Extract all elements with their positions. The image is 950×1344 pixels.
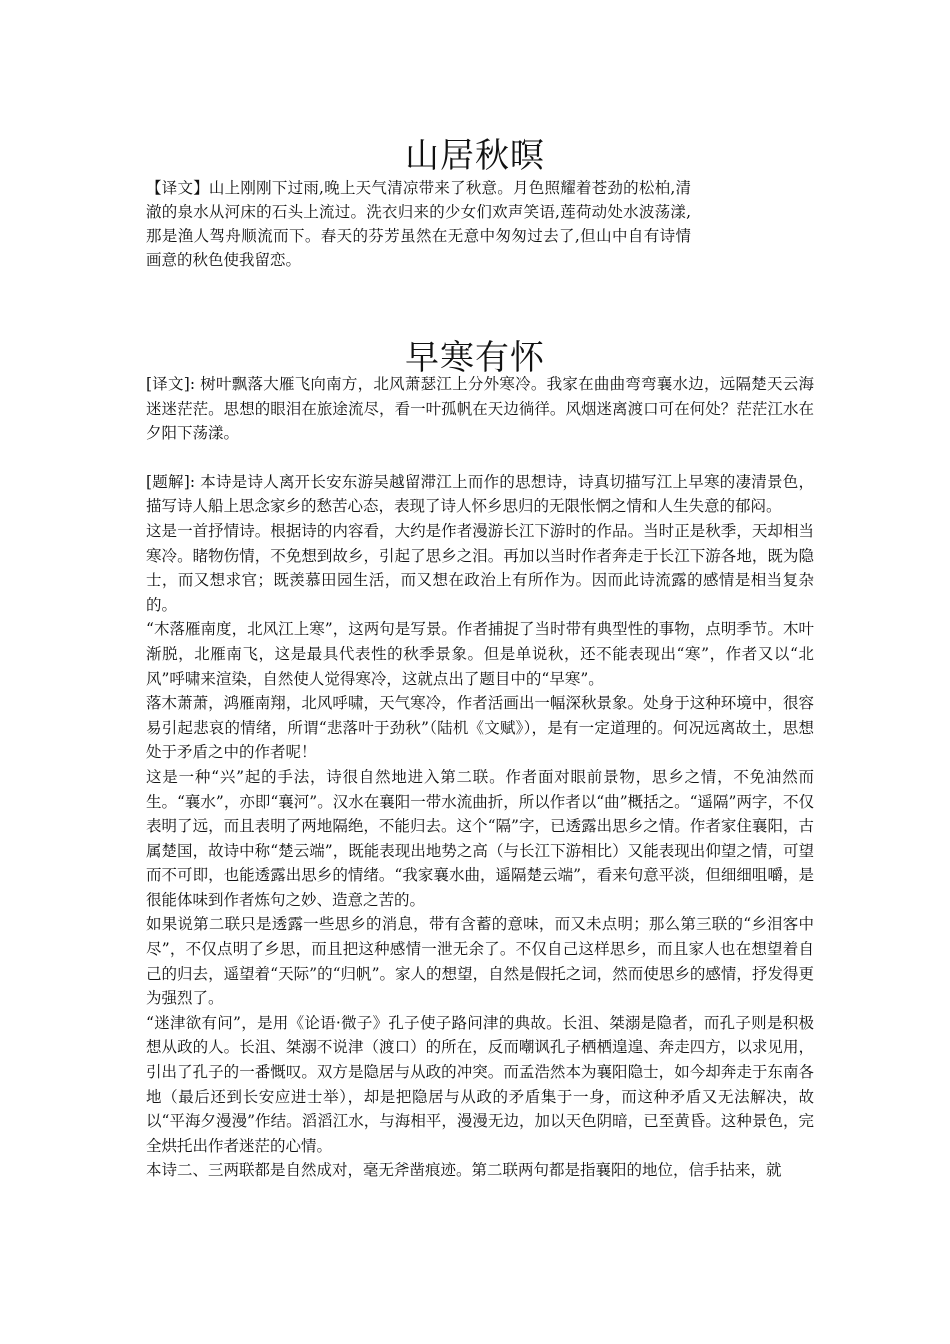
poem2-paragraph: 这是一种“兴”起的手法，诗很自然地进入第二联。作者面对眼前景物，思乡之情，不免油然而生。“襄水”，亦即“襄河”。汉水在襄阳一带水流曲折，所以作者以“曲”概括之。“遥隔”两字，不仅表明了远，而且表明了两地隔绝，不能归去。这个“隔”字，已透露出思乡之情。作者家住襄阳，古属楚国，故诗中称“楚云端”，既能表现出地势之高（与长江下游相比）又能表现出仰望之情，可望而不可即，也能透露出思乡的情绪。“我家襄水曲，遥隔楚云端”，看来句意平淡，但细细咀嚼，是很能体味到作者炼句之妙、造意之苦的。	[146, 767, 814, 909]
poem2-paragraph: 本诗二、三两联都是自然成对，毫无斧凿痕迹。第二联两句都是指襄阳的地位，信手拈来，就	[146, 1161, 782, 1180]
poem2-translation: [译文]: 树叶飘落大雁飞向南方，北风萧瑟江上分外寒冷。我家在曲曲弯弯襄水边，远隔楚天云海迷迷茫茫。思想的眼泪在旅途流尽，看一叶孤帆在天边徜徉。风烟迷离渡口可在何处？茫茫江水在夕阳下荡漾。	[146, 375, 814, 443]
poem1-translation: 【译文】山上刚刚下过雨,晚上天气清凉带来了秋意。月色照耀着苍劲的松柏,清澈的泉水从河床的石头上流过。洗衣归来的少女们欢声笑语,莲荷动处水波荡漾,那是渔人驾舟顺流而下。春天的芬芳虽然在无意中匆匆过去了,但山中自有诗情画意的秋色使我留恋。	[146, 179, 691, 269]
poem2-section	[146, 372, 814, 1183]
poem2-paragraph: 这是一首抒情诗。根据诗的内容看，大约是作者漫游长江下游时的作品。当时正是秋季，天却相当寒冷。睹物伤情，不免想到故乡，引起了思乡之泪。再加以当时作者奔走于长江下游各地，既为隐士，而又想求官；既羡慕田园生活，而又想在政治上有所作为。因而此诗流露的感情是相当复杂的。	[146, 521, 814, 614]
poem2-paragraph: 如果说第二联只是透露一些思乡的消息，带有含蓄的意味，而又未点明；那么第三联的“乡泪客中尽”，不仅点明了乡思，而且把这种感情一泄无余了。不仅自己这样思乡，而且家人也在想望着自己的归去，遥望着“天际”的“归帆”。家人的想望，自然是假托之词，然而使思乡的感情，抒发得更为强烈了。	[146, 915, 814, 1008]
poem2-paragraph: 落木萧萧，鸿雁南翔，北风呼啸，天气寒冷，作者活画出一幅深秋景象。处身于这种环境中，很容易引起悲哀的情绪，所谓“悲落叶于劲秋”（陆机《文赋》），是有一定道理的。何况远离故土，思想处于矛盾之中的作者呢！	[146, 694, 814, 762]
poem1-section	[146, 176, 691, 272]
poem2-title: 早寒有怀	[405, 338, 545, 378]
poem1-title: 山居秋暝	[405, 136, 545, 176]
poem2-paragraph: “木落雁南度，北风江上寒”，这两句是写景。作者捕捉了当时带有典型性的事物，点明季节。木叶渐脱，北雁南飞，这是最具代表性的秋季景象。但是单说秋，还不能表现出“寒”，作者又以“北风”呼啸来渲染，自然使人觉得寒冷，这就点出了题目中的“早寒”。	[146, 620, 814, 688]
paragraph-gap	[146, 446, 814, 470]
poem2-paragraph: “迷津欲有问”，是用《论语·微子》孔子使子路问津的典故。长沮、桀溺是隐者，而孔子则是积极想从政的人。长沮、桀溺不说津（渡口）的所在，反而嘲讽孔子栖栖遑遑、奔走四方，以求见用，引出了孔子的一番慨叹。双方是隐居与从政的冲突。而孟浩然本为襄阳隐士，如今却奔走于东南各地（最后还到长安应进士举），却是把隐居与从政的矛盾集于一身，而这种矛盾又无法解决，故以“平海夕漫漫”作结。滔滔江水，与海相平，漫漫无边，加以天色阴暗，已至黄昏。这种景色，完全烘托出作者迷茫的心情。	[146, 1013, 814, 1155]
poem2-paragraph-explanation: [题解]: 本诗是诗人离开长安东游吴越留滞江上而作的思想诗，诗真切描写江上早寒的凄清景色，描写诗人船上思念家乡的愁苦心态，表现了诗人怀乡思归的无限怅惘之情和人生失意的郁闷。	[146, 472, 814, 516]
